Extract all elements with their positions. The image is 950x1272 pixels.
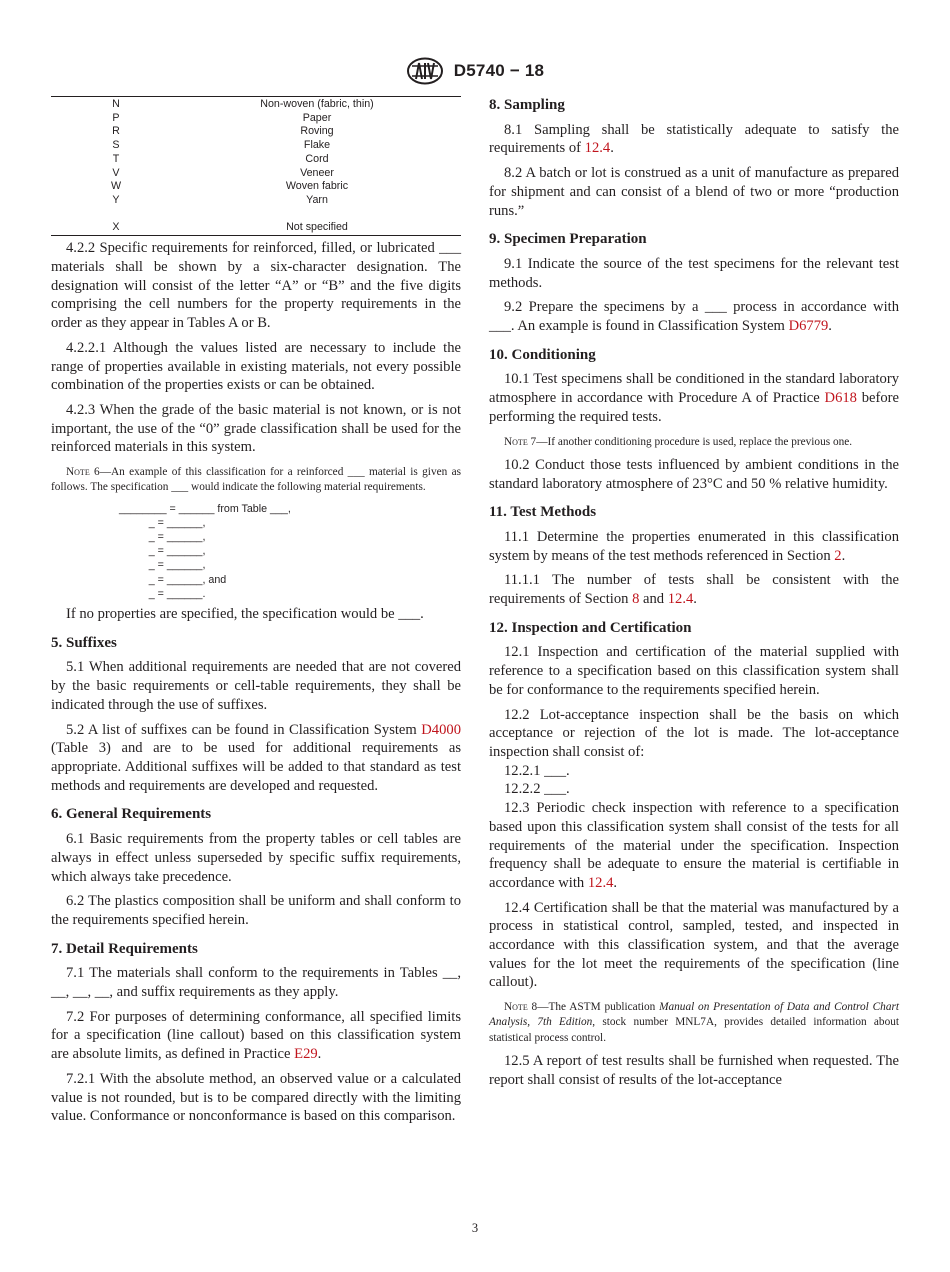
paragraph-11-1: 11.1 Determine the properties enumerated in this classification system by means of the test methods referenced in Section 2. bbox=[489, 528, 899, 564]
page-number: 3 bbox=[471, 1221, 479, 1235]
section-12-heading: 12. Inspection and Certification bbox=[489, 619, 692, 636]
ref-link-d6779[interactable]: D6779 bbox=[788, 318, 829, 335]
ref-link-section-8[interactable]: 8 bbox=[632, 591, 640, 608]
paragraph-7-2: 7.2 For purposes of determining conformance, all specified limits for a specification (line callout) based on this classification system are absolute limits, as defined in Practice E29. bbox=[51, 1008, 461, 1063]
document-code: D5740 − 18 bbox=[453, 61, 545, 80]
paragraph-10-2: 10.2 Conduct those tests influenced by ambient conditions in the standard laboratory atmosphere of 23°C and 50 % relative humidity. bbox=[489, 456, 899, 492]
paragraph-9-2: 9.2 Prepare the specimens by a ___ process in accordance with ___. An example is found in Classification System D6779. bbox=[489, 299, 899, 335]
callout-line: _ = ______. bbox=[119, 587, 206, 600]
paragraph-no-properties: If no properties are specified, the specification would be ___. bbox=[66, 606, 424, 623]
note-8: Note 8—The ASTM publication Manual on Presentation of Data and Control Chart Analysis, 7th Edition, stock number MNL7A, provides detailed information about statistical process control. bbox=[489, 1001, 900, 1044]
ref-link-12-4[interactable]: 12.4 bbox=[667, 591, 694, 608]
ref-link-d4000[interactable]: D4000 bbox=[421, 721, 461, 738]
section-5-heading: 5. Suffixes bbox=[51, 634, 117, 651]
table-row: N Non-woven (fabric, thin) bbox=[112, 98, 374, 110]
callout-line: ________ = ______ from Table ___, bbox=[119, 502, 291, 515]
left-column bbox=[51, 96, 461, 1132]
ref-link-section-2[interactable]: 2 bbox=[834, 547, 842, 564]
table-row: Y Yarn bbox=[112, 193, 328, 206]
callout-line: _ = ______, bbox=[119, 516, 206, 529]
paragraph-7-2-1: 7.2.1 With the absolute method, an observed value or a calculated value is not rounded, but is to be compared directly with the limiting value. Conformance or nonconformance is based on this comparison. bbox=[51, 1070, 461, 1125]
paragraph-4-2-2: 4.2.2 Specific requirements for reinforced, filled, or lubricated ___ materials shall be shown by a six-character designation. The designation will consist of the letter “A” or “B” and the five digits comprising the cell numbers for the property requirements in the order as they appear in Tables A or B. bbox=[51, 240, 461, 332]
paragraph-12-2-1: 12.2.1 ___. bbox=[504, 762, 570, 779]
paragraph-12-5: 12.5 A report of test results shall be furnished when requested. The report shall consist of results of the lot-acceptance bbox=[489, 1053, 899, 1088]
paragraph-12-1: 12.1 Inspection and certification of the material supplied with reference to a specification based on this classification system shall be for conformance to the requirements specified herein. bbox=[489, 644, 899, 698]
reinforcement-table bbox=[51, 96, 461, 236]
paragraph-8-2: 8.2 A batch or lot is construed as a unit of manufacture as prepared for shipment and can consist of a blend of two or more “production runs.” bbox=[489, 165, 899, 219]
ref-link-e29[interactable]: E29 bbox=[294, 1046, 318, 1063]
section-8-heading: 8. Sampling bbox=[489, 97, 565, 113]
callout-line: _ = ______, bbox=[119, 559, 206, 572]
callout-line: _ = ______, bbox=[119, 545, 206, 558]
paragraph-12-2: 12.2 Lot-acceptance inspection shall be the basis on which acceptance or rejection of the lot is made. The lot-acceptance inspection shall consist of: bbox=[489, 706, 899, 760]
ref-link-12-4[interactable]: 12.4 bbox=[584, 140, 611, 157]
paragraph-9-1: 9.1 Indicate the source of the test specimens for the relevant test methods. bbox=[489, 255, 899, 291]
paragraph-6-2: 6.2 The plastics composition shall be uniform and shall conform to the requirements specified herein. bbox=[51, 893, 461, 928]
paragraph-12-4: 12.4 Certification shall be that the material was manufactured by a process in statistical control, sampled, tested, and inspected in accordance with this classification system, and that the average values for the lot meet the requirements of the specification (line callout). bbox=[489, 899, 899, 991]
section-11-heading: 11. Test Methods bbox=[489, 504, 597, 521]
paragraph-12-3: 12.3 Periodic check inspection with reference to a specification based upon this classification system shall consist of the tests for all requirements of the material under the specification. Inspection frequency shall be adequate to ensure the material is certifiable in accordance with 12.4. bbox=[489, 800, 899, 891]
paragraph-7-1: 7.1 The materials shall conform to the requirements in Tables __, __, __, __, and suffix requirements as they apply. bbox=[51, 965, 461, 1001]
table-row: R Roving bbox=[112, 125, 334, 138]
right-column bbox=[489, 96, 899, 1095]
paragraph-11-1-1: 11.1.1 The number of tests shall be consistent with the requirements of Section 8 and 12.4. bbox=[489, 572, 899, 608]
ref-link-12-4[interactable]: 12.4 bbox=[587, 874, 614, 891]
page-header bbox=[0, 57, 950, 85]
section-6-heading: 6. General Requirements bbox=[51, 806, 212, 823]
paragraph-5-1: 5.1 When additional requirements are needed that are not covered by the basic requirements or cell-table requirements, they shall be indicated through the use of suffixes. bbox=[51, 659, 461, 713]
paragraph-8-1: 8.1 Sampling shall be statistically adequate to satisfy the requirements of 12.4. bbox=[489, 121, 899, 157]
note-6: Note 6—An example of this classification for a reinforced ___ material is given as follows. The specification ___ would indicate the following material requirements. bbox=[51, 466, 462, 494]
paragraph-4-2-3: 4.2.3 When the grade of the basic material is not known, or is not important, the use of the “0” grade classification shall be used for the reinforced materials in this system. bbox=[51, 401, 461, 456]
section-7-heading: 7. Detail Requirements bbox=[51, 940, 198, 957]
callout-line: _ = ______, bbox=[119, 531, 206, 544]
paragraph-12-2-2: 12.2.2 ___. bbox=[504, 781, 570, 798]
table-row: V Veneer bbox=[112, 166, 334, 179]
note-7: Note 7—If another conditioning procedure is used, replace the previous one. bbox=[504, 435, 853, 448]
designation-callout bbox=[119, 502, 461, 601]
table-row: W Woven fabric bbox=[110, 180, 349, 193]
table-row: P Paper bbox=[112, 111, 332, 124]
paragraph-5-2: 5.2 A list of suffixes can be found in Classification System D4000 (Table 3) and are to be used for additional requirements as appropriate. Additional suffixes will be added to that standard as test methods and requirements are developed and requested. bbox=[51, 721, 461, 794]
paragraph-10-1: 10.1 Test specimens shall be conditioned in the standard laboratory atmosphere in accordance with Procedure A of Practice D618 before performing the required tests. bbox=[489, 371, 900, 425]
paragraph-4-2-2-1: 4.2.2.1 Although the values listed are necessary to include the range of properties available in existing materials, not every possible combination of the properties exists or can be obtained. bbox=[51, 339, 461, 394]
paragraph-6-1: 6.1 Basic requirements from the property tables or cell tables are always in effect unless superseded by specific suffix requirements, which always take precedence. bbox=[51, 831, 461, 885]
ref-link-d618[interactable]: D618 bbox=[824, 390, 857, 407]
section-9-heading: 9. Specimen Preparation bbox=[489, 231, 647, 248]
table-row: X Not specified bbox=[112, 220, 348, 233]
table-row: T Cord bbox=[112, 152, 329, 165]
section-10-heading: 10. Conditioning bbox=[489, 346, 596, 363]
table-row: S Flake bbox=[112, 139, 331, 152]
callout-line: _ = ______, and bbox=[119, 573, 227, 586]
astm-logo-icon bbox=[406, 57, 444, 85]
